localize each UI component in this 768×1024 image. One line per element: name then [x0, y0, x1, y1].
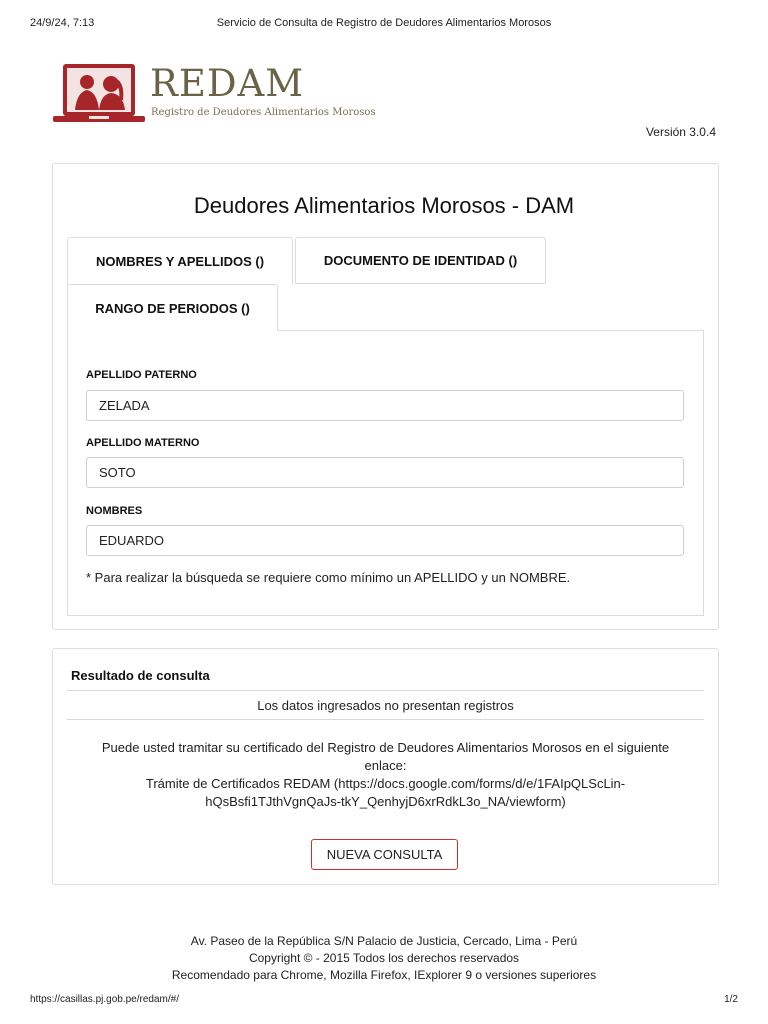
result-title: Resultado de consulta — [71, 668, 210, 683]
apellido-paterno-input[interactable] — [86, 390, 684, 421]
certificate-text-line: Puede usted tramitar su certificado del Registro de Deudores Alimentarios Morosos en el siguiente — [101, 740, 670, 755]
tab-rango-periodos[interactable]: RANGO DE PERIODOS () — [67, 284, 278, 331]
tab-documento-identidad[interactable]: DOCUMENTO DE IDENTIDAD () — [295, 237, 546, 284]
divider — [67, 719, 704, 720]
version-label: Versión 3.0.4 — [645, 125, 716, 139]
print-datetime: 24/9/24, 7:13 — [30, 17, 95, 29]
footer-copyright: Copyright © - 2015 Todos los derechos reservados — [248, 951, 520, 965]
logo-subtitle: Registro de Deudores Alimentarios Morosos — [151, 107, 376, 118]
footer-browser-recommendation: Recomendado para Chrome, Mozilla Firefox, IExplorer 9 o versiones superiores — [171, 968, 597, 982]
apellido-paterno-label: APELLIDO PATERNO — [86, 369, 197, 381]
print-url: https://casillas.pj.gob.pe/redam/#/ — [30, 994, 179, 1005]
page-title: Deudores Alimentarios Morosos - DAM — [193, 193, 575, 218]
certificate-text-line: enlace: — [364, 758, 407, 773]
footer-address: Av. Paseo de la República S/N Palacio de Justicia, Cercado, Lima - Perú — [190, 934, 578, 948]
nombres-label: NOMBRES — [86, 505, 143, 517]
tab-nombres-apellidos[interactable]: NOMBRES Y APELLIDOS () — [67, 237, 293, 285]
certificate-link-line[interactable]: hQsBsfi1TJthVgnQaJs-tkY_QenhyjD6xrRdkL3o_NA/viewform) — [205, 794, 566, 809]
certificate-info — [67, 739, 704, 811]
divider — [67, 690, 704, 691]
nueva-consulta-button[interactable]: NUEVA CONSULTA — [311, 839, 458, 870]
print-page-title: Servicio de Consulta de Registro de Deudores Alimentarios Morosos — [216, 17, 552, 29]
print-page-number: 1/2 — [724, 994, 738, 1005]
apellido-materno-label: APELLIDO MATERNO — [86, 437, 200, 449]
certificate-link-line[interactable]: Trámite de Certificados REDAM (https://docs.google.com/forms/d/e/1FAIpQLScLin- — [145, 776, 626, 791]
tab-active-indicator — [68, 329, 277, 332]
apellido-materno-input[interactable] — [86, 457, 684, 488]
nombres-input[interactable] — [86, 525, 684, 556]
logo-title: REDAM — [150, 62, 305, 105]
result-message: Los datos ingresados no presentan registros — [257, 698, 514, 713]
redam-logo-icon — [53, 60, 145, 128]
search-requirement-note: * Para realizar la búsqueda se requiere como mínimo un APELLIDO y un NOMBRE. — [86, 570, 571, 585]
